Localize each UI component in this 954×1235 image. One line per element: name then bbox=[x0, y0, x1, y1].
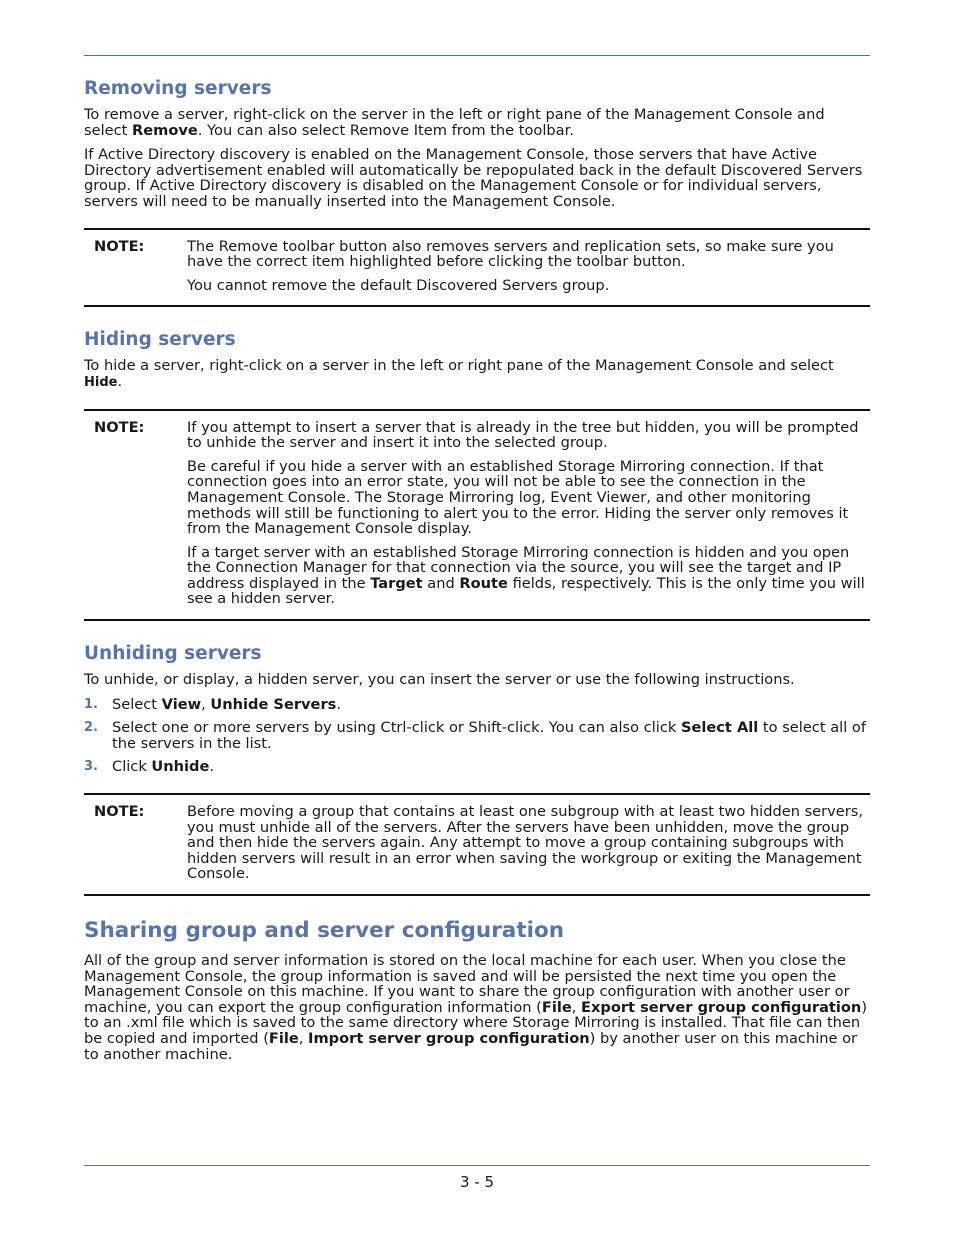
text-run: . bbox=[117, 372, 123, 390]
note-label: NOTE: bbox=[94, 418, 145, 436]
list-item bbox=[84, 759, 870, 775]
bold-term: Import server group configuration bbox=[308, 1029, 590, 1047]
bold-term: Hide bbox=[84, 374, 118, 390]
section-heading-hiding: Hiding servers bbox=[84, 329, 236, 351]
text-run: All of the group and server information is stored on the local machine for each user. When you close the Management Console, the group information is saved and will be persisted the next time you open the Management Console on this machine. If you want to share the group configuration with another user or machine, you can export the group configuration information ( bbox=[84, 952, 850, 1016]
text-run: If a target server with an established Storage Mirroring connection is hidden and you open the Connection Manager for that connection via the source, you will see the target and IP address displayed in the bbox=[187, 543, 850, 592]
text-run: , bbox=[571, 998, 581, 1016]
note-paragraph bbox=[187, 545, 870, 607]
text-run: To hide a server, right-click on a server in the left or right pane of the Management Console and select bbox=[84, 357, 834, 375]
page-content bbox=[84, 78, 870, 1071]
text-run: . bbox=[209, 758, 215, 776]
unhiding-intro: To unhide, or display, a hidden server, you can insert the server or use the following instructions. bbox=[84, 671, 795, 689]
unhide-steps-list bbox=[84, 697, 870, 775]
text-run: , bbox=[298, 1029, 309, 1047]
section-heading-removing: Removing servers bbox=[84, 78, 272, 99]
text-run: ) by another user on this machine or to another machine. bbox=[84, 1029, 858, 1063]
step-number: 1. bbox=[84, 696, 98, 712]
text-run: . You can also select Remove Item from the toolbar. bbox=[197, 121, 574, 139]
step-text bbox=[112, 720, 870, 751]
footer-rule bbox=[84, 1165, 870, 1166]
header-rule bbox=[84, 55, 870, 56]
step-number: 2. bbox=[84, 720, 98, 736]
text-run: . bbox=[336, 695, 341, 713]
bold-term: Unhide bbox=[151, 758, 210, 776]
section-heading-unhiding: Unhiding servers bbox=[84, 643, 262, 665]
text-run: fields, respectively. This is the only time you will see a hidden server. bbox=[187, 574, 865, 608]
list-item bbox=[84, 697, 870, 713]
bold-term: Route bbox=[459, 574, 508, 592]
list-item bbox=[84, 720, 870, 751]
bold-term: Target bbox=[370, 574, 423, 592]
hiding-paragraph-1 bbox=[84, 358, 870, 390]
bold-term: Unhide Servers bbox=[210, 695, 337, 713]
bold-term: Remove bbox=[132, 121, 198, 139]
text-run: and bbox=[422, 574, 460, 592]
note-body bbox=[187, 804, 870, 890]
sharing-paragraph bbox=[84, 953, 870, 1062]
text-run: ) to an .xml file which is saved to the same directory where Storage Mirroring is installed. That file can then be copied and imported ( bbox=[84, 998, 868, 1047]
note-box-removing bbox=[84, 228, 870, 308]
removing-paragraph-2: If Active Directory discovery is enabled on the Management Console, those servers that have Active Directory advertisement enabled will automatically be repopulated back in the default Discovered Servers group. If Active Directory discovery is disabled on the Management Console or for individual servers, servers will need to be manually inserted into the Management Console. bbox=[84, 146, 863, 210]
note-paragraph: The Remove toolbar button also removes servers and replication sets, so make sure you have the correct item highlighted before clicking the toolbar button. bbox=[187, 237, 834, 271]
text-run: Select bbox=[112, 695, 162, 713]
note-body bbox=[187, 239, 870, 302]
step-text bbox=[112, 759, 870, 775]
section-heading-sharing: Sharing group and server configuration bbox=[84, 918, 565, 943]
note-paragraph: Be careful if you hide a server with an established Storage Mirroring connection. If that connection goes into an error state, you will not be able to see the connection in the Management Console. The Storage Mirroring log, Event Viewer, and other monitoring methods will still be functioning to alert you to the error. Hiding the server only removes it from the Management Console display. bbox=[187, 457, 849, 538]
note-body bbox=[187, 420, 870, 616]
note-paragraph: You cannot remove the default Discovered Servers group. bbox=[187, 276, 610, 294]
bold-term: Export server group configuration bbox=[581, 998, 862, 1016]
step-number: 3. bbox=[84, 759, 98, 775]
text-run: to select all of the servers in the list. bbox=[112, 719, 866, 752]
note-box-hiding bbox=[84, 409, 870, 622]
bold-term: View bbox=[161, 695, 202, 713]
step-text bbox=[112, 697, 870, 713]
note-label: NOTE: bbox=[94, 237, 145, 255]
text-run: , bbox=[201, 695, 211, 713]
bold-term: Select All bbox=[680, 719, 759, 737]
text-run: Select one or more servers by using Ctrl-click or Shift-click. You can also click bbox=[112, 719, 681, 737]
removing-paragraph-1 bbox=[84, 107, 870, 138]
text-run: Click bbox=[112, 758, 152, 776]
page-number: 3 - 5 bbox=[459, 1173, 495, 1191]
note-box-unhiding bbox=[84, 793, 870, 896]
note-paragraph: If you attempt to insert a server that is already in the tree but hidden, you will be prompted to unhide the server and insert it into the selected group. bbox=[187, 418, 859, 452]
bold-term: File bbox=[541, 998, 572, 1016]
note-label: NOTE: bbox=[94, 803, 145, 821]
bold-term: File bbox=[268, 1029, 299, 1047]
note-paragraph: Before moving a group that contains at least one subgroup with at least two hidden servers, you must unhide all of the servers. After the servers have been unhidden, move the group and then hide the servers again. Any attempt to move a group containing subgroups with hidden servers will result in an error when saving the workgroup or exiting the Management Console. bbox=[187, 803, 864, 883]
text-run: To remove a server, right-click on the server in the left or right pane of the Management Console and select bbox=[84, 106, 825, 139]
